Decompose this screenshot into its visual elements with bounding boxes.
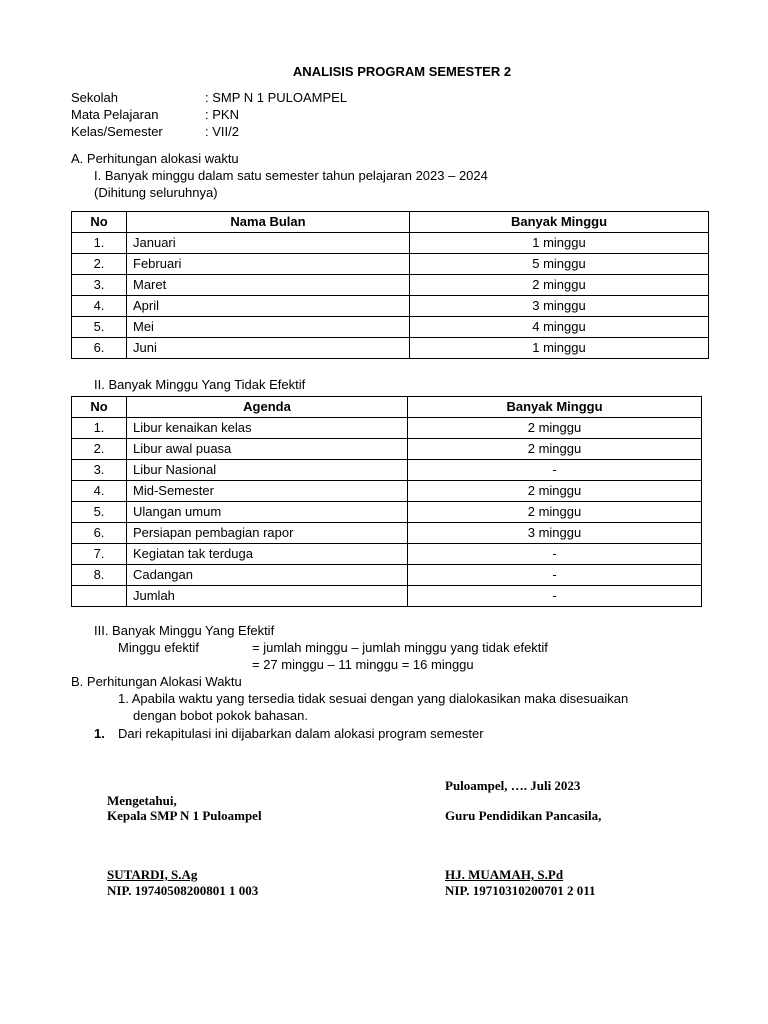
week-count: 2 minggu: [408, 481, 702, 502]
identity-value-subject: : PKN: [205, 107, 239, 122]
table-row: [72, 502, 702, 523]
agenda-name: Persiapan pembagian rapor: [127, 523, 408, 544]
week-count: 2 minggu: [410, 275, 709, 296]
effective-weeks-label: Minggu efektif: [118, 640, 199, 655]
week-count: 1 minggu: [410, 338, 709, 359]
agenda-name: Mid-Semester: [127, 481, 408, 502]
row-number: 2.: [72, 439, 127, 460]
row-number: 3.: [72, 275, 127, 296]
column-header: Agenda: [127, 397, 408, 418]
month-name: April: [127, 296, 410, 317]
week-count: -: [408, 544, 702, 565]
column-header: No: [72, 397, 127, 418]
row-number: [72, 586, 127, 607]
headmaster-title: Kepala SMP N 1 Puloampel: [107, 808, 262, 823]
week-count: 3 minggu: [410, 296, 709, 317]
table-row: [72, 460, 702, 481]
week-count: 3 minggu: [408, 523, 702, 544]
month-name: Juni: [127, 338, 410, 359]
table-row: [72, 439, 702, 460]
row-number: 1.: [72, 233, 127, 254]
week-count: 2 minggu: [408, 502, 702, 523]
weeks-per-month-table: [71, 211, 709, 359]
identity-label-subject: Mata Pelajaran: [71, 107, 159, 122]
table-header-row: [72, 212, 709, 233]
week-count: -: [408, 565, 702, 586]
identity-value-class: : VII/2: [205, 124, 239, 139]
place-date: Puloampel, …. Juli 2023: [445, 778, 581, 793]
row-number: 4.: [72, 481, 127, 502]
month-name: Januari: [127, 233, 410, 254]
week-count: 2 minggu: [408, 418, 702, 439]
table-row: [72, 296, 709, 317]
week-count: 2 minggu: [408, 439, 702, 460]
week-count: -: [408, 460, 702, 481]
table-row: [72, 565, 702, 586]
table-row: [72, 523, 702, 544]
agenda-name: Kegiatan tak terduga: [127, 544, 408, 565]
table-total-row: [72, 586, 702, 607]
column-header: No: [72, 212, 127, 233]
month-name: Februari: [127, 254, 410, 275]
week-count: 1 minggu: [410, 233, 709, 254]
agenda-name: Libur awal puasa: [127, 439, 408, 460]
section-b-item2-number: 1.: [94, 726, 105, 741]
part3-title: III. Banyak Minggu Yang Efektif: [94, 623, 275, 638]
section-b-heading: B. Perhitungan Alokasi Waktu: [71, 674, 242, 689]
agenda-name: Libur Nasional: [127, 460, 408, 481]
month-name: Mei: [127, 317, 410, 338]
column-header: Banyak Minggu: [408, 397, 702, 418]
teacher-nip: NIP. 19710310200701 2 011: [445, 883, 596, 898]
identity-value-school: : SMP N 1 PULOAMPEL: [205, 90, 348, 105]
month-name: Maret: [127, 275, 410, 296]
row-number: 2.: [72, 254, 127, 275]
total-value: -: [408, 586, 702, 607]
agenda-name: Cadangan: [127, 565, 408, 586]
row-number: 5.: [72, 502, 127, 523]
row-number: 1.: [72, 418, 127, 439]
teacher-title: Guru Pendidikan Pancasila,: [445, 808, 602, 823]
part1-note: (Dihitung seluruhnya): [94, 185, 218, 200]
row-number: 3.: [72, 460, 127, 481]
identity-label-school: Sekolah: [71, 90, 118, 105]
row-number: 5.: [72, 317, 127, 338]
teacher-name: HJ. MUAMAH, S.Pd: [445, 867, 564, 882]
table-row: [72, 481, 702, 502]
row-number: 6.: [72, 523, 127, 544]
agenda-name: Ulangan umum: [127, 502, 408, 523]
column-header: Nama Bulan: [127, 212, 410, 233]
row-number: 8.: [72, 565, 127, 586]
identity-label-class: Kelas/Semester: [71, 124, 163, 139]
row-number: 7.: [72, 544, 127, 565]
effective-weeks-result: = 27 minggu – 11 minggu = 16 minggu: [252, 657, 474, 672]
table-row: [72, 317, 709, 338]
total-label: Jumlah: [127, 586, 408, 607]
section-b-item2-text: Dari rekapitulasi ini dijabarkan dalam alokasi program semester: [118, 726, 484, 741]
week-count: 4 minggu: [410, 317, 709, 338]
table-row: [72, 338, 709, 359]
table-row: [72, 233, 709, 254]
table-row: [72, 544, 702, 565]
headmaster-name: SUTARDI, S.Ag: [107, 867, 198, 882]
section-b-item1-line1: 1. Apabila waktu yang tersedia tidak sesuai dengan yang dialokasikan maka disesuaikan: [118, 691, 629, 706]
agenda-name: Libur kenaikan kelas: [127, 418, 408, 439]
effective-weeks-formula: = jumlah minggu – jumlah minggu yang tidak efektif: [252, 640, 548, 655]
table-row: [72, 254, 709, 275]
headmaster-nip: NIP. 19740508200801 1 003: [107, 883, 259, 898]
column-header: Banyak Minggu: [410, 212, 709, 233]
section-a-heading: A. Perhitungan alokasi waktu: [71, 151, 239, 166]
table-header-row: [72, 397, 702, 418]
row-number: 6.: [72, 338, 127, 359]
table-row: [72, 275, 709, 296]
week-count: 5 minggu: [410, 254, 709, 275]
row-number: 4.: [72, 296, 127, 317]
section-b-item1-line2: dengan bobot pokok bahasan.: [133, 708, 308, 723]
part2-title: II. Banyak Minggu Yang Tidak Efektif: [94, 377, 306, 392]
ineffective-weeks-table: [71, 396, 702, 607]
part1-title: I. Banyak minggu dalam satu semester tahun pelajaran 2023 – 2024: [94, 168, 488, 183]
table-row: [72, 418, 702, 439]
document-title: ANALISIS PROGRAM SEMESTER 2: [292, 64, 512, 79]
acknowledged-label: Mengetahui,: [107, 793, 177, 808]
